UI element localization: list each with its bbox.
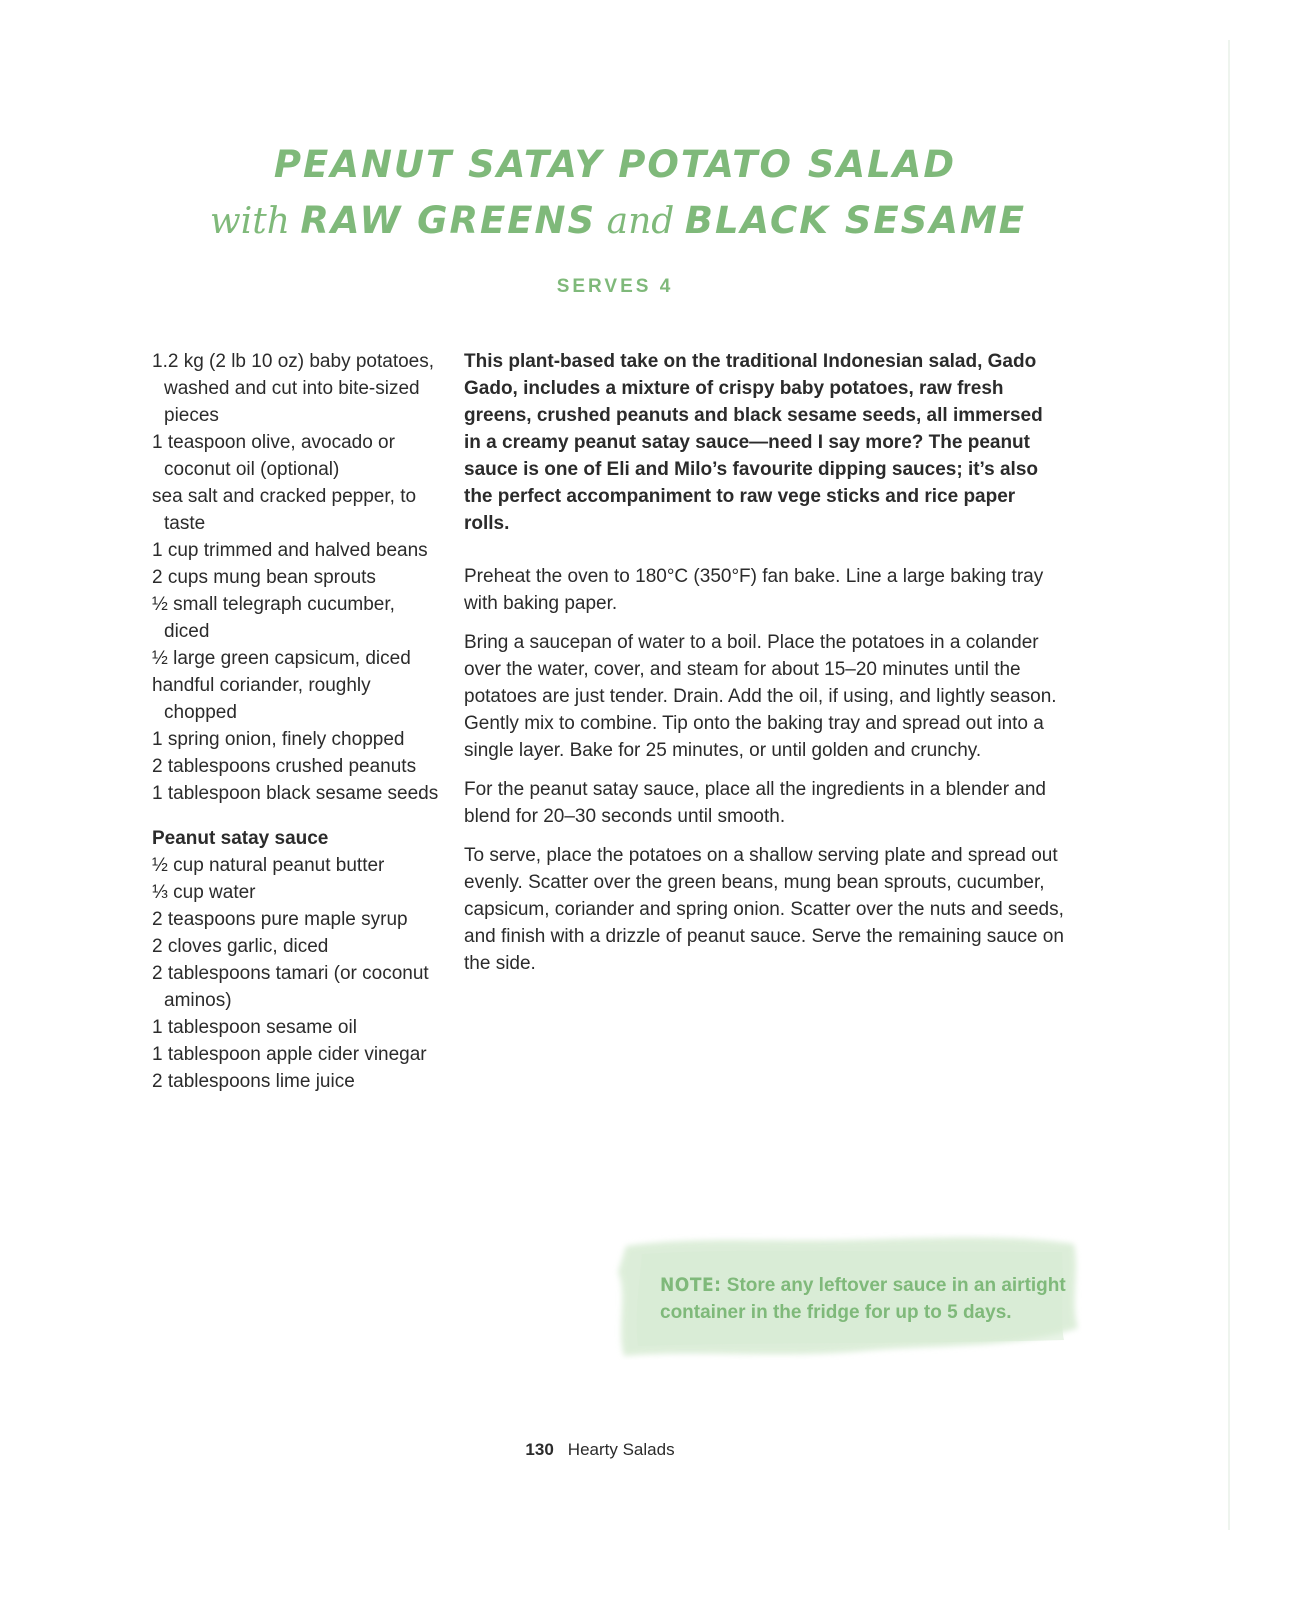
sauce-ingredient-item: ⅓ cup water <box>152 882 256 903</box>
ingredient-item: 2 cups mung bean sprouts <box>152 567 376 588</box>
title-caps-raw-greens: RAW GREENS <box>300 199 597 242</box>
section-name: Hearty Salads <box>567 1440 675 1459</box>
method-step: For the peanut satay sauce, place all the ingredients in a blender and blend for 20–30 seconds until smooth. <box>464 779 1046 827</box>
ingredient-item: 1 teaspoon olive, avocado or coconut oil (optional) <box>152 432 395 480</box>
note-text <box>660 1272 1070 1326</box>
sauce-ingredient-item: 2 tablespoons tamari (or coconut aminos) <box>152 963 429 1011</box>
ingredients-column <box>152 348 442 1095</box>
sauce-ingredient-item: 2 tablespoons lime juice <box>152 1071 355 1092</box>
method-step: Bring a saucepan of water to a boil. Place the potatoes in a colander over the water, cover, and steam for about 15–20 minutes until the potatoes are just tender. Drain. Add the oil, if using, and lightly season. Gently mix to combine. Tip onto the baking tray and spread out into a single layer. Bake for 25 minutes, or until golden and crunchy. <box>464 632 1057 761</box>
sauce-ingredient-item: 2 cloves garlic, diced <box>152 936 329 957</box>
note-body: Store any leftover sauce in an airtight container in the fridge for up to 5 days. <box>660 1275 1066 1323</box>
title-line-1: PEANUT SATAY POTATO SALAD <box>273 143 957 186</box>
note-label: NOTE: <box>660 1274 722 1296</box>
main-ingredients-list <box>152 348 442 807</box>
sauce-ingredients-list <box>152 852 442 1095</box>
title-script-with: with <box>209 201 290 242</box>
sauce-ingredient-item: 2 teaspoons pure maple syrup <box>152 909 408 930</box>
sauce-heading: Peanut satay sauce <box>152 828 329 849</box>
ingredient-item: 2 tablespoons crushed peanuts <box>152 756 417 777</box>
method-step: To serve, place the potatoes on a shallow serving plate and spread out evenly. Scatter over the green beans, mung bean sprouts, cucumber, capsicum, coriander and spring onion. Scatter over the nuts and seeds, and finish with a drizzle of peanut sauce. Serve the remaining sauce on the side. <box>464 845 1064 974</box>
method-column <box>464 348 1064 989</box>
sauce-ingredient-item: 1 tablespoon sesame oil <box>152 1017 357 1038</box>
ingredient-item: 1 tablespoon black sesame seeds <box>152 783 439 804</box>
page-edge-line <box>1228 40 1230 1530</box>
page-number: 130 <box>525 1440 554 1459</box>
ingredient-item: ½ large green capsicum, diced <box>152 648 411 669</box>
sauce-ingredient-item: ½ cup natural peanut butter <box>152 855 385 876</box>
page-footer <box>0 1440 1200 1460</box>
ingredient-item: sea salt and cracked pepper, to taste <box>152 486 417 534</box>
ingredient-item: 1.2 kg (2 lb 10 oz) baby potatoes, washed and cut into bite-sized pieces <box>152 351 435 426</box>
sauce-ingredient-item: 1 tablespoon apple cider vinegar <box>152 1044 427 1065</box>
recipe-title <box>0 140 1230 254</box>
method-step: Preheat the oven to 180°C (350°F) fan bake. Line a large baking tray with baking paper. <box>464 566 1044 614</box>
title-script-and: and <box>606 201 675 242</box>
note-box <box>612 1232 1082 1360</box>
ingredient-item: 1 cup trimmed and halved beans <box>152 540 428 561</box>
ingredient-item: handful coriander, roughly chopped <box>152 675 371 723</box>
serves-label: SERVES 4 <box>556 276 674 297</box>
recipe-intro: This plant-based take on the traditional Indonesian salad, Gado Gado, includes a mixture of crispy baby potatoes, raw fresh greens, crushed peanuts and black sesame seeds, all immersed in a creamy peanut satay sauce—need I say more? The peanut sauce is one of Eli and Milo’s favourite dipping sauces; it’s also the perfect accompaniment to raw vege sticks and rice paper rolls. <box>464 351 1043 534</box>
ingredient-item: 1 spring onion, finely chopped <box>152 729 405 750</box>
title-caps-black-sesame: BLACK SESAME <box>684 199 1027 242</box>
ingredient-item: ½ small telegraph cucumber, diced <box>152 594 395 642</box>
title-line-2 <box>0 196 1230 254</box>
